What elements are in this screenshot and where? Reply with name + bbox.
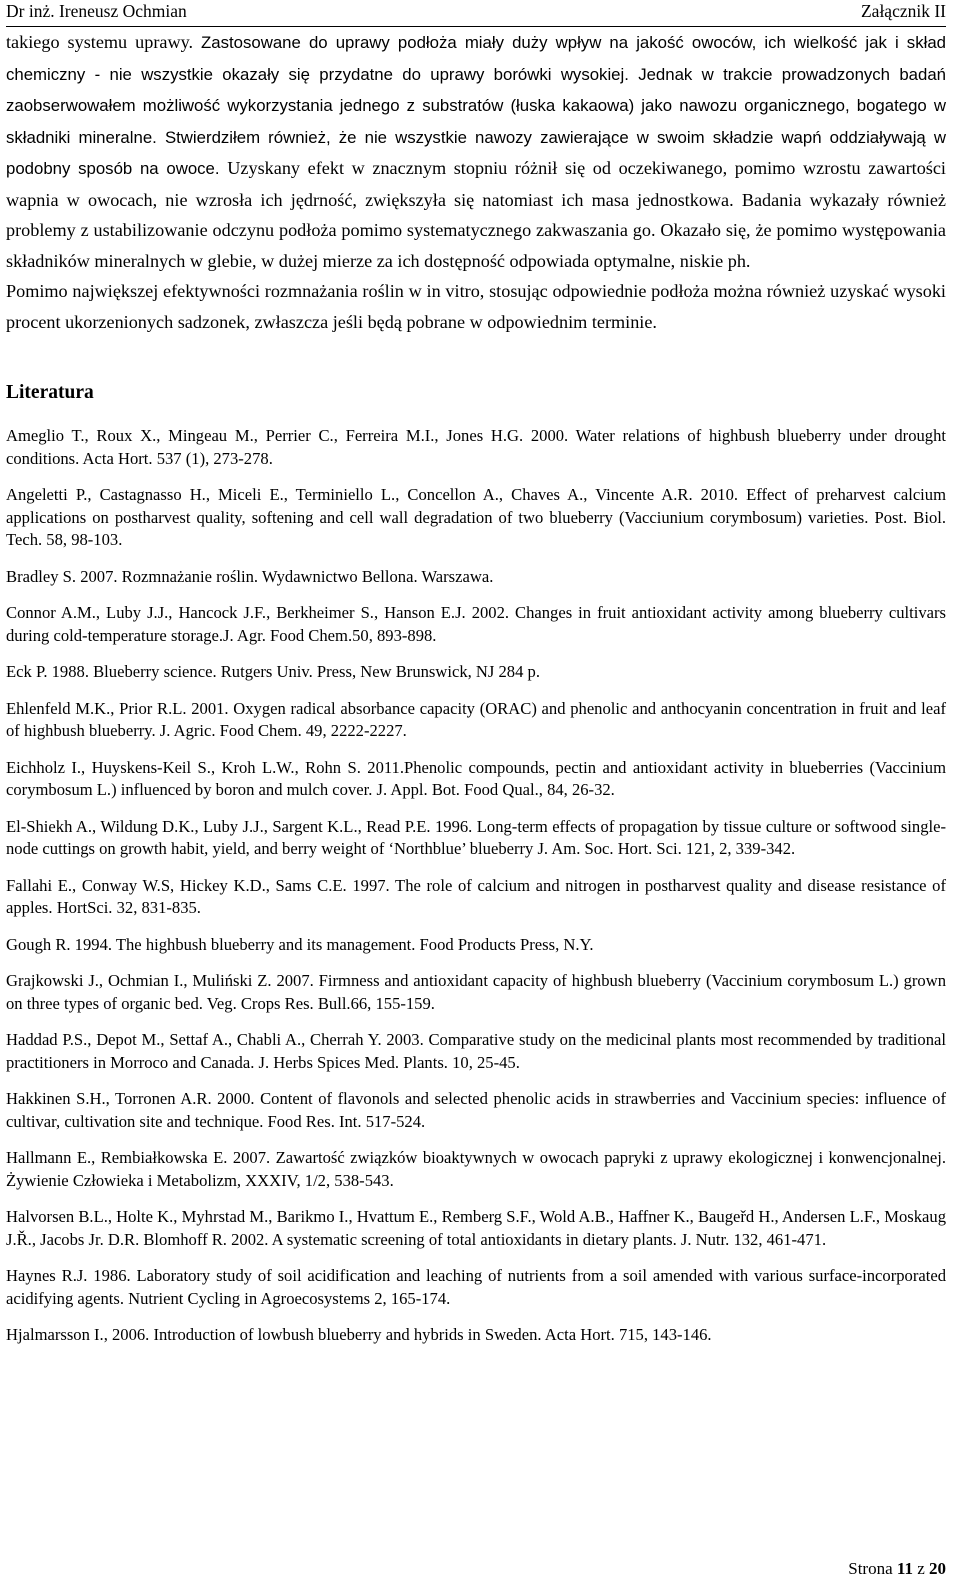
body-text [6, 27, 946, 337]
paragraph-1-part-a: takiego systemu uprawy. [6, 32, 202, 52]
header-author: Dr inż. Ireneusz Ochmian [6, 1, 187, 21]
paragraph-1 [6, 27, 946, 276]
page-header [6, 0, 946, 27]
reference-item: Bradley S. 2007. Rozmnażanie roślin. Wydawnictwo Bellona. Warszawa. [6, 566, 494, 586]
page-footer [848, 1558, 946, 1580]
paragraph-1-part-c: substratów (łuska kakaowa) jako nawozu organicznego, bogatego w składniki mineralne. Stwierdziłem również, że nie wszystkie nawozy zawierające w swoim składzie wapń oddziaływają w podobny sposób na owoce. [6, 96, 946, 178]
reference-item: Eichholz I., Huyskens-Keil S., Kroh L.W., Rohn S. 2011.Phenolic compounds, pectin and antioxidant activity in blueberries (Vaccinium corymbosum L.) influenced by boron and mulch cover. J. Appl. Bot. Food Qual., 84, 26-32. [6, 757, 946, 799]
reference-item: Hallmann E., Rembiałkowska E. 2007. Zawartość związków bioaktywnych w owocach papryki z uprawy ekologicznej i konwencjonalnej. Żywienie Człowieka i Metabolizm, XXXIV, 1/2, 538-543. [6, 1148, 946, 1190]
reference-item: El-Shiekh A., Wildung D.K., Luby J.J., Sargent K.L., Read P.E. 1996. Long-term effects of propagation by tissue culture or softwood single-node cuttings on growth habit, yield, and berry weight of ‘Northblue’ blueberry J. Am. Soc. Hort. Sci. 121, 2, 339-342. [6, 816, 946, 858]
reference-item: Connor A.M., Luby J.J., Hancock J.F., Berkheimer S., Hanson E.J. 2002. Changes in fruit antioxidant activity among blueberry cultivars during cold-temperature storage.J. Agr. Food Chem.50, 893-898. [6, 603, 946, 645]
paragraph-1-part-d: Uzyskany efekt w znacznym stopniu różnił się od oczekiwanego, pomimo wzrostu zawartości wapnia w owocach, nie wzrosła ich jędrność, zwiększyła się natomiast ich masa jednostkowa. Badania wykazały również problemy z ustabilizowanie odczynu podłoża pomimo systematycznego zakwaszania go. Okazało się, że pomimo występowania składników mineralnych w glebie, w dużej mierze za ich dostępność odpowiada optymalne, niskie ph. [6, 158, 946, 271]
paragraph-2: Pomimo największej efektywności rozmnażania roślin w in vitro, stosując odpowiednie podłoża można również uzyskać wysoki procent ukorzenionych sadzonek, zwłaszcza jeśli będą pobrane w odpowiednim terminie. [6, 281, 946, 332]
reference-item: Ameglio T., Roux X., Mingeau M., Perrier C., Ferreira M.I., Jones H.G. 2000. Water relations of highbush blueberry under drought conditions. Acta Hort. 537 (1), 273-278. [6, 426, 946, 468]
footer-page-total: 20 [929, 1559, 946, 1578]
literature-heading: Literatura [6, 382, 94, 403]
reference-item: Ehlenfeld M.K., Prior R.L. 2001. Oxygen radical absorbance capacity (ORAC) and phenolic and anthocyanin concentration in fruit and leaf of highbush blueberry. J. Agric. Food Chem. 49, 2222-2227. [6, 698, 946, 740]
reference-item: Grajkowski J., Ochmian I., Muliński Z. 2007. Firmness and antioxidant capacity of highbush blueberry (Vaccinium corymbosum L.) grown on three types of organic bed. Veg. Crops Res. Bull.66, 155-159. [6, 971, 946, 1013]
header-attachment: Załącznik II [860, 1, 946, 21]
reference-item: Eck P. 1988. Blueberry science. Rutgers Univ. Press, New Brunswick, NJ 284 p. [6, 662, 540, 681]
paragraph-1-part-b: Zastosowane do uprawy podłoża miały duży wpływ na jakość owoców, ich wielkość jak i skład chemiczny - nie wszystkie okazały się przydatne do uprawy borówki wysokiej. Jednak w trakcie prowadzonych badań zaobserwowałem możliwość wykorzystania jednego z [6, 33, 946, 115]
footer-separator: z [912, 1559, 929, 1578]
reference-item: Fallahi E., Conway W.S, Hickey K.D., Sams C.E. 1997. The role of calcium and nitrogen in postharvest quality and disease resistance of apples. HortSci. 32, 831-835. [6, 875, 946, 917]
reference-list [6, 425, 946, 1347]
reference-item: Hjalmarsson I., 2006. Introduction of lowbush blueberry and hybrids in Sweden. Acta Hort. 715, 143-146. [6, 1325, 712, 1344]
footer-prefix: Strona [848, 1559, 897, 1578]
reference-item: Gough R. 1994. The highbush blueberry and its management. Food Products Press, N.Y. [6, 934, 594, 954]
reference-item: Hakkinen S.H., Torronen A.R. 2000. Content of flavonols and selected phenolic acids in strawberries and Vaccinium species: influence of cultivar, cultivation site and technique. Food Res. Int. 517-524. [6, 1089, 946, 1131]
reference-item: Angeletti P., Castagnasso H., Miceli E., Terminiello L., Concellon A., Chaves A., Vincente A.R. 2010. Effect of preharvest calcium applications on postharvest quality, softening and cell wall degradation of two blueberry (Vacciunium corymbosum) varieties. Post. Biol. Tech. 58, 98-103. [6, 485, 946, 549]
footer-page-number: 11 [896, 1559, 913, 1578]
reference-item: Halvorsen B.L., Holte K., Myhrstad M., Barikmo I., Hvattum E., Remberg S.F., Wold A.B., Haffner K., Baugeřd H., Andersen L.F., Moskaug J.Ř., Jacobs Jr. D.R. Blomhoff R. 2002. A systematic screening of total antioxidants in dietary plants. J. Nutr. 132, 461-471. [6, 1207, 946, 1249]
page-content [6, 27, 946, 1361]
reference-item: Haddad P.S., Depot M., Settaf A., Chabli A., Cherrah Y. 2003. Comparative study on the medicinal plants most recommended by traditional practitioners in Morroco and Canada. J. Herbs Spices Med. Plants. 10, 25-45. [6, 1030, 946, 1072]
reference-item: Haynes R.J. 1986. Laboratory study of soil acidification and leaching of nutrients from a soil amended with various surface-incorporated acidifying agents. Nutrient Cycling in Agroecosystems 2, 165-174. [6, 1266, 946, 1308]
